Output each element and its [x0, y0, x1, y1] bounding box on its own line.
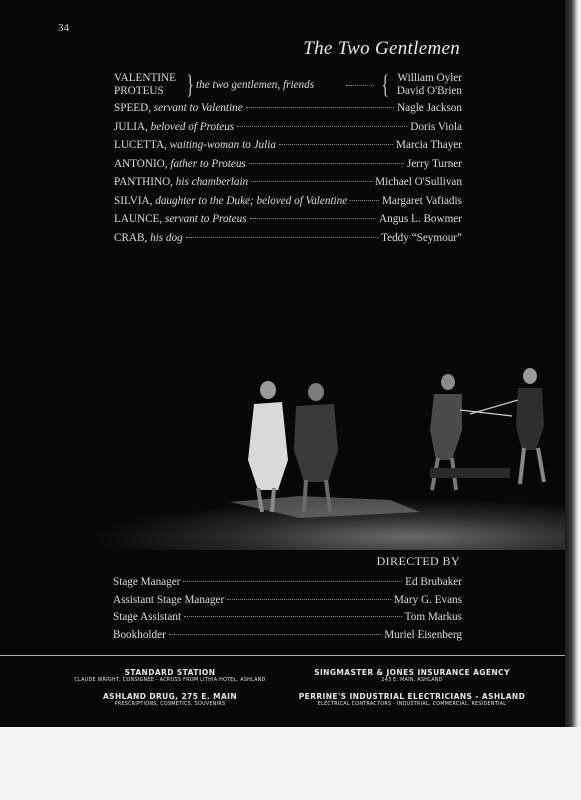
ad-subtext: ELECTRICAL CONTRACTORS - INDUSTRIAL, COMMERCIAL, RESIDENTIAL — [317, 702, 507, 707]
page-edge — [565, 0, 581, 727]
page-title: The Two Gentlemen — [303, 38, 460, 59]
cast-row — [114, 158, 462, 177]
dot-leader — [250, 218, 376, 219]
cast-role: PROTEUS — [114, 85, 164, 97]
ad-standard-station — [50, 668, 290, 683]
dot-leader — [251, 181, 372, 182]
cast-actor: Margaret Vafiadis — [381, 194, 462, 207]
ad-singmaster-jones — [292, 668, 532, 683]
cast-description: his chamberlain — [175, 176, 249, 188]
cast-actor: Marcia Thayer — [396, 139, 462, 151]
ad-ashland-drug — [50, 692, 290, 707]
cast-actor: William Oyler — [397, 72, 462, 84]
dot-leader — [183, 581, 402, 582]
cast-actor: Michael O'Sullivan — [375, 176, 462, 188]
cast-actor: Jerry Turner — [406, 157, 462, 170]
ad-name: SINGMASTER & JONES INSURANCE AGENCY — [314, 668, 510, 677]
crew-list — [113, 576, 462, 646]
cast-role: LUCETTA, — [114, 139, 167, 151]
cast-role: PANTHINO, — [114, 176, 173, 188]
page-number: 34 — [58, 22, 69, 34]
cast-actor: Teddy “Seymour” — [381, 231, 462, 244]
cast-description: beloved of Proteus — [150, 120, 235, 133]
crew-row — [113, 629, 462, 647]
cast-role: CRAB, — [114, 231, 148, 244]
ad-name: STANDARD STATION — [124, 668, 216, 677]
cast-role: ANTONIO, — [114, 157, 168, 170]
crew-name: Mary G. Evans — [393, 593, 462, 606]
cast-list — [114, 72, 462, 250]
cast-row — [114, 139, 462, 158]
dot-leader — [249, 163, 404, 164]
cast-actor: Angus L. Bowmer — [379, 213, 462, 225]
cast-role: JULIA, — [114, 120, 148, 133]
cast-role: SILVIA, — [114, 194, 153, 207]
cast-actor: David O'Brien — [396, 85, 462, 97]
cast-role: VALENTINE — [114, 72, 176, 84]
divider — [0, 655, 568, 656]
crew-role: Stage Manager — [113, 576, 181, 588]
crew-name: Tom Markus — [404, 611, 462, 623]
ad-perrines — [292, 692, 532, 707]
dot-leader — [169, 634, 381, 635]
dot-leader — [346, 85, 374, 86]
dot-leader — [186, 237, 378, 238]
stage-photo — [0, 250, 568, 550]
dot-leader — [237, 126, 407, 127]
crew-name: Muriel Eisenberg — [384, 628, 462, 641]
crew-row — [113, 611, 462, 629]
ad-subtext: PRESCRIPTIONS, COSMETICS, SOUVENIRS — [114, 702, 226, 707]
cast-description: father to Proteus — [170, 157, 246, 170]
ad-subtext: 243 E. MAIN, ASHLAND — [381, 678, 443, 683]
cast-row — [114, 102, 462, 121]
directed-by-heading: DIRECTED BY — [376, 554, 460, 568]
cast-pair-row — [114, 72, 462, 102]
crew-name: Ed Brubaker — [405, 576, 462, 588]
cast-role: SPEED, — [114, 102, 151, 114]
crew-role: Stage Assistant — [113, 611, 182, 623]
crew-role: Bookholder — [113, 628, 166, 641]
cast-role: LAUNCE, — [114, 213, 163, 225]
cast-description: servant to Proteus — [164, 213, 247, 225]
cast-description: the two gentlemen, friends — [196, 79, 315, 91]
cast-description: servant to Valentine — [153, 102, 243, 114]
crew-role: Assistant Stage Manager — [113, 593, 225, 606]
cast-description: daughter to the Duke; beloved of Valentine — [155, 194, 348, 207]
brace-right: { — [381, 70, 389, 99]
crew-row — [113, 576, 462, 594]
dot-leader — [227, 599, 391, 600]
dot-leader — [279, 144, 393, 145]
cast-description: waiting-woman to Julia — [169, 139, 276, 151]
ad-name: ASHLAND DRUG, 275 E. MAIN — [102, 692, 238, 701]
cast-description: his dog — [150, 231, 183, 244]
cast-row — [114, 195, 462, 214]
cast-row — [114, 232, 462, 251]
cast-row — [114, 213, 462, 232]
cast-actor: Nagle Jackson — [397, 102, 462, 114]
dot-leader — [184, 616, 402, 617]
brace-left: } — [186, 70, 194, 99]
ad-subtext: CLAUDE WRIGHT, CONSIGNEE - ACROSS FROM LITHIA HOTEL, ASHLAND — [74, 678, 266, 683]
dot-leader — [350, 200, 379, 201]
cast-row — [114, 121, 462, 140]
stage-bench — [430, 468, 510, 478]
crew-row — [113, 594, 462, 612]
ad-name: PERRINE'S INDUSTRIAL ELECTRICIANS - ASHLAND — [298, 692, 526, 701]
cast-row — [114, 176, 462, 195]
cast-actor: Doris Viola — [410, 120, 462, 133]
dot-leader — [246, 107, 394, 108]
